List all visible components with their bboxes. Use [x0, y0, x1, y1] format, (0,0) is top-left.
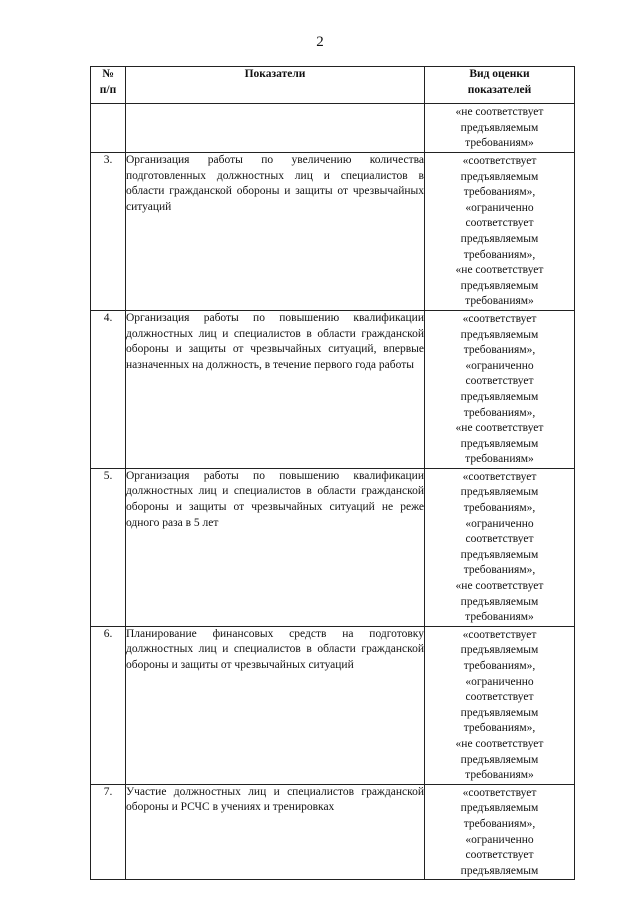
row-number: 5.	[91, 468, 126, 626]
evaluation-line: «соответствует	[462, 786, 537, 799]
row-indicator	[126, 104, 425, 153]
evaluation-line: соответствует	[465, 691, 534, 704]
evaluation-line: предъявляемым	[460, 595, 539, 608]
table-row	[91, 153, 575, 311]
row-indicator: Планирование финансовых средств на подготовку должностных лиц и специалистов в области гражданской обороны и защиты от чрезвычайных ситуаций	[126, 626, 425, 784]
row-number: 7.	[91, 784, 126, 880]
evaluation-line: требованиям»,	[463, 248, 536, 261]
evaluation-line: предъявляемым	[460, 328, 539, 341]
row-indicator: Организация работы по повышению квалификации должностных лиц и специалистов в области гражданской обороны и защиты от чрезвычайных ситуаций, впервые назначенных на должность, в течение первого года работы	[126, 310, 425, 468]
evaluation-line: требованиям»	[465, 611, 534, 624]
table-row	[91, 784, 575, 880]
row-evaluation	[425, 626, 575, 784]
evaluation-line: «ограниченно	[465, 359, 534, 372]
table-row	[91, 310, 575, 468]
header-indicator: Показатели	[126, 67, 425, 104]
row-number: 3.	[91, 153, 126, 311]
header-evaluation-line1: Вид оценки	[469, 68, 530, 80]
row-number	[91, 104, 126, 153]
evaluation-line: предъявляемым	[460, 170, 539, 183]
evaluation-line: предъявляемым	[460, 437, 539, 450]
header-number	[91, 67, 126, 104]
evaluation-line: соответствует	[465, 375, 534, 388]
table-row	[91, 626, 575, 784]
evaluation-line: требованиям»,	[463, 502, 536, 515]
evaluation-line: требованиям»,	[463, 406, 536, 419]
evaluation-line: соответствует	[465, 217, 534, 230]
evaluation-line: «соответствует	[462, 470, 537, 483]
evaluation-line: предъявляемым	[460, 548, 539, 561]
evaluation-line: «ограниченно	[465, 517, 534, 530]
evaluation-line: предъявляемым	[460, 390, 539, 403]
header-evaluation	[425, 67, 575, 104]
evaluation-line: «не соответствует	[455, 422, 544, 435]
table-header-row	[91, 67, 575, 104]
evaluation-line: «ограниченно	[465, 201, 534, 214]
evaluation-line: требованиям»	[465, 769, 534, 782]
row-indicator: Организация работы по увеличению количества подготовленных должностных лиц и специалистов в области гражданской обороны и защиты от чрезвычайных ситуаций	[126, 153, 425, 311]
table-row	[91, 104, 575, 153]
evaluation-line: требованиям»,	[463, 722, 536, 735]
evaluation-line: требованиям»,	[463, 660, 536, 672]
evaluation-line: предъявляемым	[460, 486, 539, 499]
row-evaluation	[425, 104, 575, 153]
header-number-line1: №	[102, 68, 114, 80]
row-indicator: Участие должностных лиц и специалистов гражданской обороны и РСЧС в учениях и тренировках	[126, 784, 425, 880]
evaluation-line: предъявляемым	[460, 864, 539, 877]
indicators-table	[90, 66, 575, 880]
evaluation-line: требованиям»,	[463, 344, 536, 357]
evaluation-line: «не соответствует	[455, 264, 544, 277]
evaluation-line: предъявляемым	[460, 706, 539, 719]
evaluation-line: «не соответствует	[455, 580, 544, 593]
evaluation-line: требованиям»	[465, 137, 534, 150]
evaluation-line: предъявляемым	[460, 802, 539, 815]
evaluation-line: требованиям»	[465, 453, 534, 466]
evaluation-line: требованиям»,	[463, 564, 536, 577]
row-number: 4.	[91, 310, 126, 468]
row-indicator: Организация работы по повышению квалификации должностных лиц и специалистов в области гражданской обороны и защиты от чрезвычайных ситуаций не реже одного раза в 5 лет	[126, 468, 425, 626]
evaluation-line: «соответствует	[462, 628, 537, 641]
row-evaluation	[425, 310, 575, 468]
row-number: 6.	[91, 626, 126, 784]
evaluation-line: предъявляемым	[460, 279, 539, 292]
row-evaluation	[425, 468, 575, 626]
evaluation-line: предъявляемым	[460, 121, 539, 134]
evaluation-line: «не соответствует	[455, 106, 544, 118]
table-row	[91, 468, 575, 626]
header-number-line2: п/п	[99, 83, 117, 96]
evaluation-line: «соответствует	[462, 155, 537, 167]
evaluation-line: «не соответствует	[455, 737, 544, 750]
page-number: 2	[316, 34, 324, 50]
evaluation-line: предъявляемым	[460, 753, 539, 766]
header-evaluation-line2: показателей	[467, 83, 532, 96]
row-evaluation	[425, 784, 575, 880]
evaluation-line: предъявляемым	[460, 232, 539, 245]
evaluation-line: предъявляемым	[460, 644, 539, 657]
evaluation-line: соответствует	[465, 533, 534, 546]
evaluation-line: соответствует	[465, 849, 534, 862]
evaluation-line: «ограниченно	[465, 833, 534, 846]
evaluation-line: требованиям»	[465, 295, 534, 308]
evaluation-line: требованиям»,	[463, 817, 536, 830]
evaluation-line: «соответствует	[462, 312, 537, 325]
evaluation-line: «ограниченно	[465, 675, 534, 688]
evaluation-line: требованиям»,	[463, 186, 536, 199]
row-evaluation	[425, 153, 575, 311]
